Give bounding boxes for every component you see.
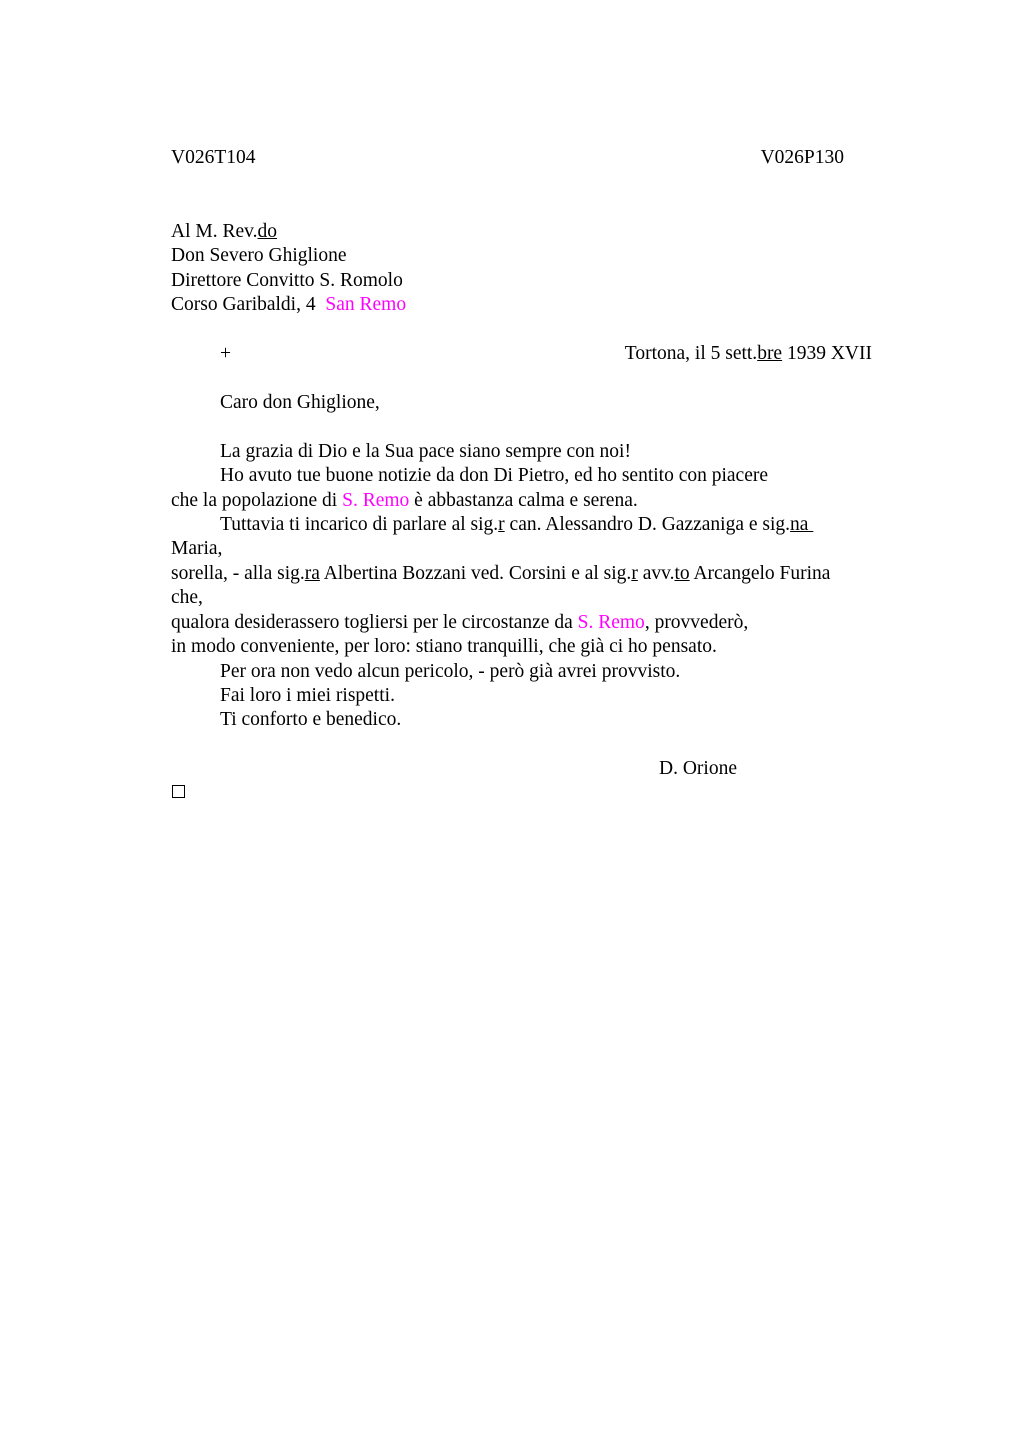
document-code-left: V026T104 bbox=[171, 147, 256, 168]
abbrev-suffix: r bbox=[498, 514, 505, 535]
body-text: Tuttavia ti incarico di parlare al sig. bbox=[220, 514, 499, 535]
abbrev-suffix: na bbox=[790, 514, 809, 535]
body-line bbox=[171, 562, 830, 586]
body-text: , provvederò, bbox=[644, 612, 749, 633]
body-text: qualora desiderassero togliersi per le circostanze da bbox=[171, 612, 573, 633]
signature: D. Orione bbox=[659, 758, 737, 779]
document-code-right: V026P130 bbox=[760, 147, 844, 168]
body-line: che, bbox=[171, 587, 203, 608]
body-line bbox=[220, 513, 813, 537]
body-text: can. Alessandro D. Gazzaniga e sig. bbox=[509, 514, 791, 535]
abbrev-suffix: ra bbox=[304, 563, 320, 584]
body-line: Per ora non vedo alcun pericolo, - però già avrei provvisto. bbox=[220, 661, 681, 682]
abbrev-suffix: to bbox=[674, 563, 690, 584]
address-line-4 bbox=[171, 293, 406, 317]
address-line-2: Don Severo Ghiglione bbox=[171, 245, 347, 266]
abbrev-suffix: r bbox=[631, 563, 638, 584]
cross-mark: + bbox=[220, 343, 231, 364]
body-line: in modo conveniente, per loro: stiano tranquilli, che già ci ho pensato. bbox=[171, 636, 717, 657]
body-line: Fai loro i miei rispetti. bbox=[220, 685, 395, 706]
place-name: S. Remo bbox=[577, 612, 645, 633]
body-line bbox=[171, 611, 748, 635]
address-street: Corso Garibaldi, 4 bbox=[171, 294, 316, 315]
address-title-abbrev: do bbox=[257, 221, 277, 242]
address-title: Al M. Rev. bbox=[171, 221, 258, 242]
end-box-icon bbox=[172, 785, 185, 798]
place-date bbox=[625, 342, 872, 366]
body-line: Maria, bbox=[171, 538, 223, 559]
body-text: Albertina Bozzani ved. Corsini e al sig. bbox=[323, 563, 632, 584]
salutation: Caro don Ghiglione, bbox=[220, 392, 380, 413]
address-line-3: Direttore Convitto S. Romolo bbox=[171, 270, 403, 291]
place-name: S. Remo bbox=[342, 490, 410, 511]
body-text: avv. bbox=[642, 563, 675, 584]
body-text: Arcangelo Furina bbox=[693, 563, 831, 584]
body-line: Ti conforto e benedico. bbox=[220, 709, 402, 730]
place-date-year: 1939 XVII bbox=[786, 343, 872, 364]
body-text: che la popolazione di bbox=[171, 490, 338, 511]
body-text: sorella, - alla sig. bbox=[171, 563, 305, 584]
body-text: è abbastanza calma e serena. bbox=[414, 490, 638, 511]
address-line-1 bbox=[171, 220, 277, 244]
address-city: San Remo bbox=[325, 294, 407, 315]
body-line bbox=[171, 489, 638, 513]
place-date-month-abbrev: bre bbox=[757, 343, 783, 364]
place-date-prefix: Tortona, il 5 sett. bbox=[624, 343, 758, 364]
body-line: Ho avuto tue buone notizie da don Di Pietro, ed ho sentito con piacere bbox=[220, 465, 769, 486]
body-line: La grazia di Dio e la Sua pace siano sempre con noi! bbox=[220, 441, 631, 462]
